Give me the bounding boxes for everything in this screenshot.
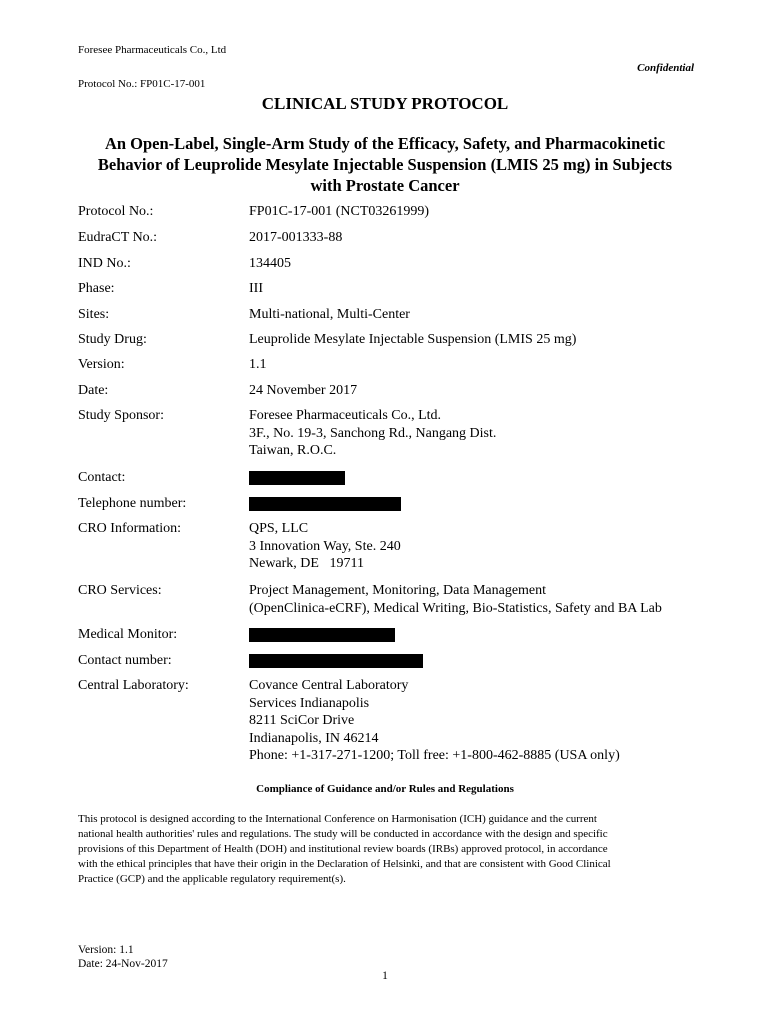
field-label: Central Laboratory: [78, 678, 189, 693]
redaction-bar [249, 497, 401, 511]
field-study-sponsor [78, 407, 718, 460]
compliance-paragraph [78, 812, 698, 887]
redaction-bar [249, 471, 345, 485]
cro-info-line: QPS, LLC [249, 521, 309, 536]
field-label: Telephone number: [78, 496, 187, 511]
field-value: 134405 [249, 256, 291, 271]
field-value: 1.1 [249, 357, 267, 372]
field-label: CRO Information: [78, 521, 182, 536]
field-label: Protocol No.: [78, 204, 154, 219]
field-eudract-no [78, 229, 718, 247]
compliance-line: Practice (GCP) and the applicable regulatory requirement(s). [78, 873, 346, 885]
field-central-laboratory [78, 677, 718, 765]
field-label: Version: [78, 357, 125, 372]
cro-info-line: 3 Innovation Way, Ste. 240 [249, 538, 401, 554]
field-value: III [249, 281, 263, 296]
field-telephone-number [78, 495, 718, 517]
sponsor-line: Foresee Pharmaceuticals Co., Ltd. [249, 408, 442, 423]
field-cro-information [78, 520, 718, 573]
sponsor-line: Taiwan, R.O.C. [249, 443, 337, 458]
field-label: IND No.: [78, 256, 131, 271]
field-value: FP01C-17-001 (NCT03261999) [249, 204, 430, 219]
field-value [249, 677, 718, 765]
header-company: Foresee Pharmaceuticals Co., Ltd [78, 44, 227, 56]
central-lab-line: 8211 SciCor Drive [249, 713, 355, 728]
field-label: Contact number: [78, 653, 172, 668]
field-protocol-no [78, 203, 718, 221]
study-title [70, 133, 700, 196]
field-study-drug [78, 331, 718, 349]
field-contact-number [78, 652, 718, 674]
field-label: Phase: [78, 281, 115, 296]
field-cro-services [78, 582, 718, 617]
compliance-line: with the ethical principles that have their origin in the Declaration of Helsinki, and that are consistent with Good Clinical [78, 858, 611, 870]
field-medical-monitor [78, 626, 718, 648]
cro-services-line: (OpenClinica-eCRF), Medical Writing, Bio-Statistics, Safety and BA Lab [249, 600, 662, 616]
central-lab-line: Services Indianapolis [249, 695, 370, 711]
redaction-bar [249, 654, 423, 668]
cro-services-line: Project Management, Monitoring, Data Management [249, 583, 547, 598]
field-value [249, 520, 718, 573]
field-value: Multi-national, Multi-Center [249, 307, 410, 322]
footer-version: Version: 1.1 [78, 944, 134, 956]
field-value: 24 November 2017 [249, 383, 358, 398]
field-label: Medical Monitor: [78, 627, 178, 642]
field-value: 2017-001333-88 [249, 230, 343, 245]
sponsor-line: 3F., No. 19-3, Sanchong Rd., Nangang Dist. [249, 425, 497, 441]
field-contact [78, 469, 718, 491]
field-label: EudraCT No.: [78, 230, 158, 245]
page-number: 1 [382, 970, 388, 982]
document-title: CLINICAL STUDY PROTOCOL [261, 94, 509, 113]
compliance-heading: Compliance of Guidance and/or Rules and Regulations [256, 783, 514, 795]
compliance-line: provisions of this Department of Health (DOH) and institutional review boards (IRBs) approved protocol, in accordance [78, 843, 608, 855]
redaction-bar [249, 628, 395, 642]
field-label: CRO Services: [78, 583, 162, 598]
footer [78, 943, 168, 971]
study-title-line: with Prostate Cancer [310, 176, 460, 195]
field-label: Study Sponsor: [78, 408, 164, 423]
field-label: Sites: [78, 307, 110, 322]
header-protocol-number: Protocol No.: FP01C-17-001 [78, 78, 206, 90]
cro-info-line: Newark, DE 19711 [249, 556, 364, 571]
field-label: Date: [78, 383, 109, 398]
central-lab-line: Indianapolis, IN 46214 [249, 730, 379, 746]
field-label: Contact: [78, 470, 126, 485]
central-lab-line: Phone: +1-317-271-1200; Toll free: +1-800-462-8885 (USA only) [249, 748, 620, 763]
study-title-line: An Open-Label, Single-Arm Study of the Efficacy, Safety, and Pharmacokinetic [104, 134, 666, 153]
study-title-line: Behavior of Leuprolide Mesylate Injectable Suspension (LMIS 25 mg) in Subjects [97, 155, 673, 174]
field-ind-no [78, 255, 718, 273]
compliance-line: national health authorities' rules and regulations. The study will be conducted in accordance with the design and specific [78, 828, 608, 840]
field-label: Study Drug: [78, 332, 147, 347]
field-value: Leuprolide Mesylate Injectable Suspension (LMIS 25 mg) [249, 332, 577, 347]
central-lab-line: Covance Central Laboratory [249, 678, 409, 693]
footer-date: Date: 24-Nov-2017 [78, 958, 168, 970]
field-sites [78, 306, 718, 324]
field-value [249, 407, 718, 460]
confidential-label: Confidential [637, 62, 694, 74]
field-date [78, 382, 718, 400]
field-value [249, 582, 718, 617]
compliance-line: This protocol is designed according to the International Conference on Harmonisation (ICH) guidance and the current [78, 813, 597, 825]
field-version [78, 356, 718, 374]
field-phase [78, 280, 718, 298]
